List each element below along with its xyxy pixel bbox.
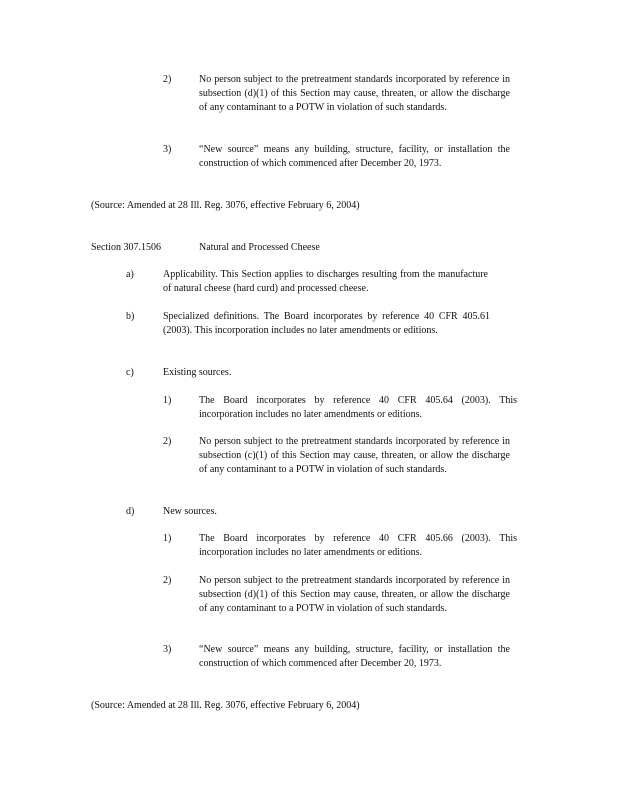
subsection-heading: New sources. <box>163 506 217 517</box>
item-text: The Board incorporates by reference 40 CFR 405.64 (2003). This incorporation includes no later amendments or editions. <box>199 395 517 420</box>
subsection-label: d) <box>126 506 135 517</box>
item-label: 1) <box>163 395 172 406</box>
source-note: (Source: Amended at 28 Ill. Reg. 3076, effective February 6, 2004) <box>91 200 360 211</box>
item-label: 3) <box>163 644 172 655</box>
subsection-heading: Existing sources. <box>163 367 232 378</box>
item-label: 2) <box>163 74 172 85</box>
item-text: “New source” means any building, structure, facility, or installation the construction of which commenced after December 20, 1973. <box>199 144 510 169</box>
item-text: “New source” means any building, structure, facility, or installation the construction of which commenced after December 20, 1973. <box>199 644 510 669</box>
section-number: Section 307.1506 <box>91 242 161 253</box>
item-text: The Board incorporates by reference 40 CFR 405.66 (2003). This incorporation includes no later amendments or editions. <box>199 533 517 558</box>
subsection-label: c) <box>126 367 134 378</box>
subsection-text: Specialized definitions. The Board incorporates by reference 40 CFR 405.61 (2003). This incorporation includes no later amendments or editions. <box>163 311 490 336</box>
item-text: No person subject to the pretreatment standards incorporated by reference in subsection (c)(1) of this Section may cause, threaten, or allow the discharge of any contaminant to a POTW in violation of such standards. <box>199 436 510 475</box>
section-title: Natural and Processed Cheese <box>199 242 320 253</box>
subsection-label: b) <box>126 311 135 322</box>
item-label: 2) <box>163 575 172 586</box>
source-note: (Source: Amended at 28 Ill. Reg. 3076, effective February 6, 2004) <box>91 700 360 711</box>
subsection-label: a) <box>126 269 134 280</box>
item-label: 3) <box>163 144 172 155</box>
item-text: No person subject to the pretreatment standards incorporated by reference in subsection (d)(1) of this Section may cause, threaten, or allow the discharge of any contaminant to a POTW in violation of such standards. <box>199 575 510 614</box>
item-label: 2) <box>163 436 172 447</box>
subsection-text: Applicability. This Section applies to discharges resulting from the manufacture of natural cheese (hard curd) and processed cheese. <box>163 269 488 294</box>
item-text: No person subject to the pretreatment standards incorporated by reference in subsection (d)(1) of this Section may cause, threaten, or allow the discharge of any contaminant to a POTW in violation of such standards. <box>199 74 510 113</box>
item-label: 1) <box>163 533 172 544</box>
section-heading <box>91 241 531 255</box>
